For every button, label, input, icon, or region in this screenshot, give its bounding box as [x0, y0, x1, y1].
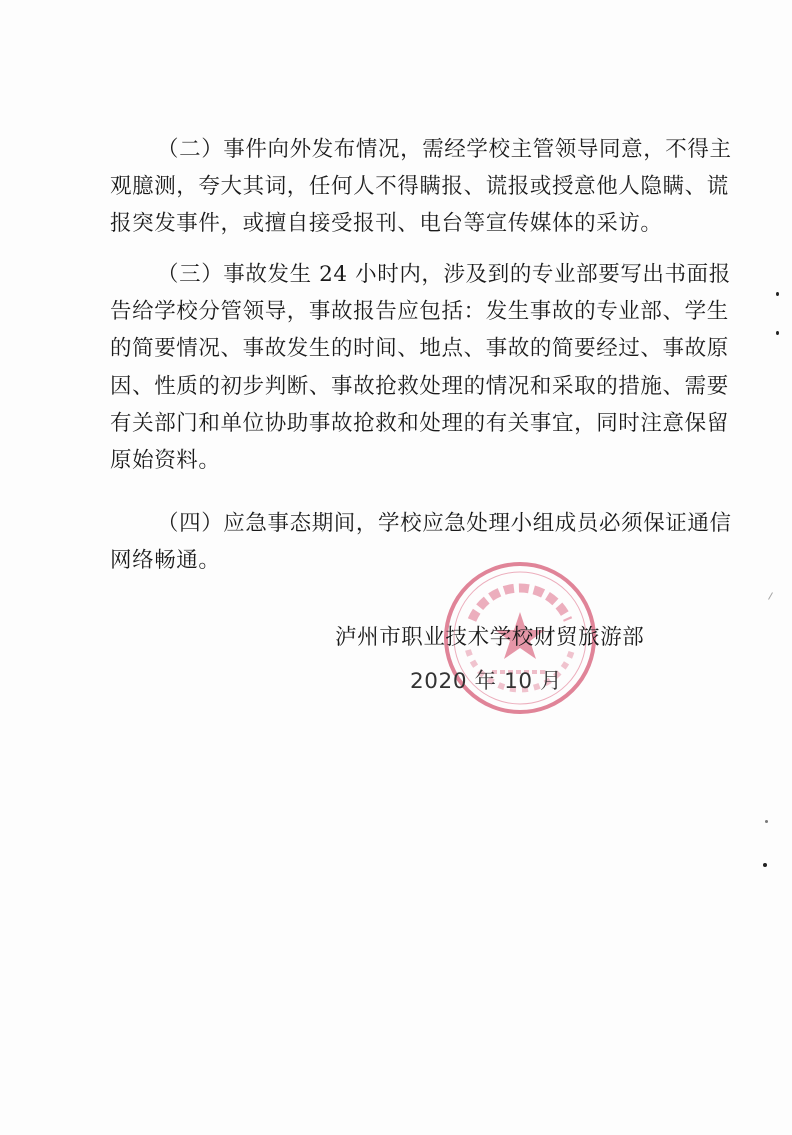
scan-speck	[776, 331, 779, 335]
scan-speck	[768, 592, 773, 599]
text-line: （三）事故发生 24 小时内，涉及到的专业部要写出书面报	[157, 262, 731, 287]
text-line: 观臆测，夸大其词，任何人不得瞒报、谎报或授意他人隐瞒、谎	[110, 174, 729, 200]
text-line: 告给学校分管领导，事故报告应包括：发生事故的专业部、学生	[110, 299, 729, 325]
scan-speck	[776, 292, 779, 296]
text-line: 的简要情况、事故发生的时间、地点、事故的简要经过、事故原	[110, 336, 729, 362]
text-line: 报突发事件，或擅自接受报刊、电台等宣传媒体的采访。	[110, 211, 663, 237]
paragraph-4	[110, 505, 732, 579]
scan-speck	[763, 863, 767, 867]
text-line: 有关部门和单位协助事故抢救和处理的有关事宜，同时注意保留	[110, 410, 729, 436]
paragraph-3	[110, 256, 731, 479]
signature-organization: 泸州市职业技术学校财贸旅游部	[335, 625, 645, 650]
text-line: （四）应急事态期间，学校应急处理小组成员必须保证通信	[157, 511, 732, 536]
signature-date: 2020 年 10 月	[410, 669, 563, 694]
paragraph-2	[110, 131, 732, 243]
text-line: （二）事件向外发布情况，需经学校主管领导同意，不得主	[157, 137, 732, 162]
scan-speck	[765, 820, 768, 823]
text-line: 网络畅通。	[110, 548, 221, 574]
text-line: 因、性质的初步判断、事故抢救处理的情况和采取的措施、需要	[110, 373, 729, 399]
text-line: 原始资料。	[110, 448, 221, 474]
